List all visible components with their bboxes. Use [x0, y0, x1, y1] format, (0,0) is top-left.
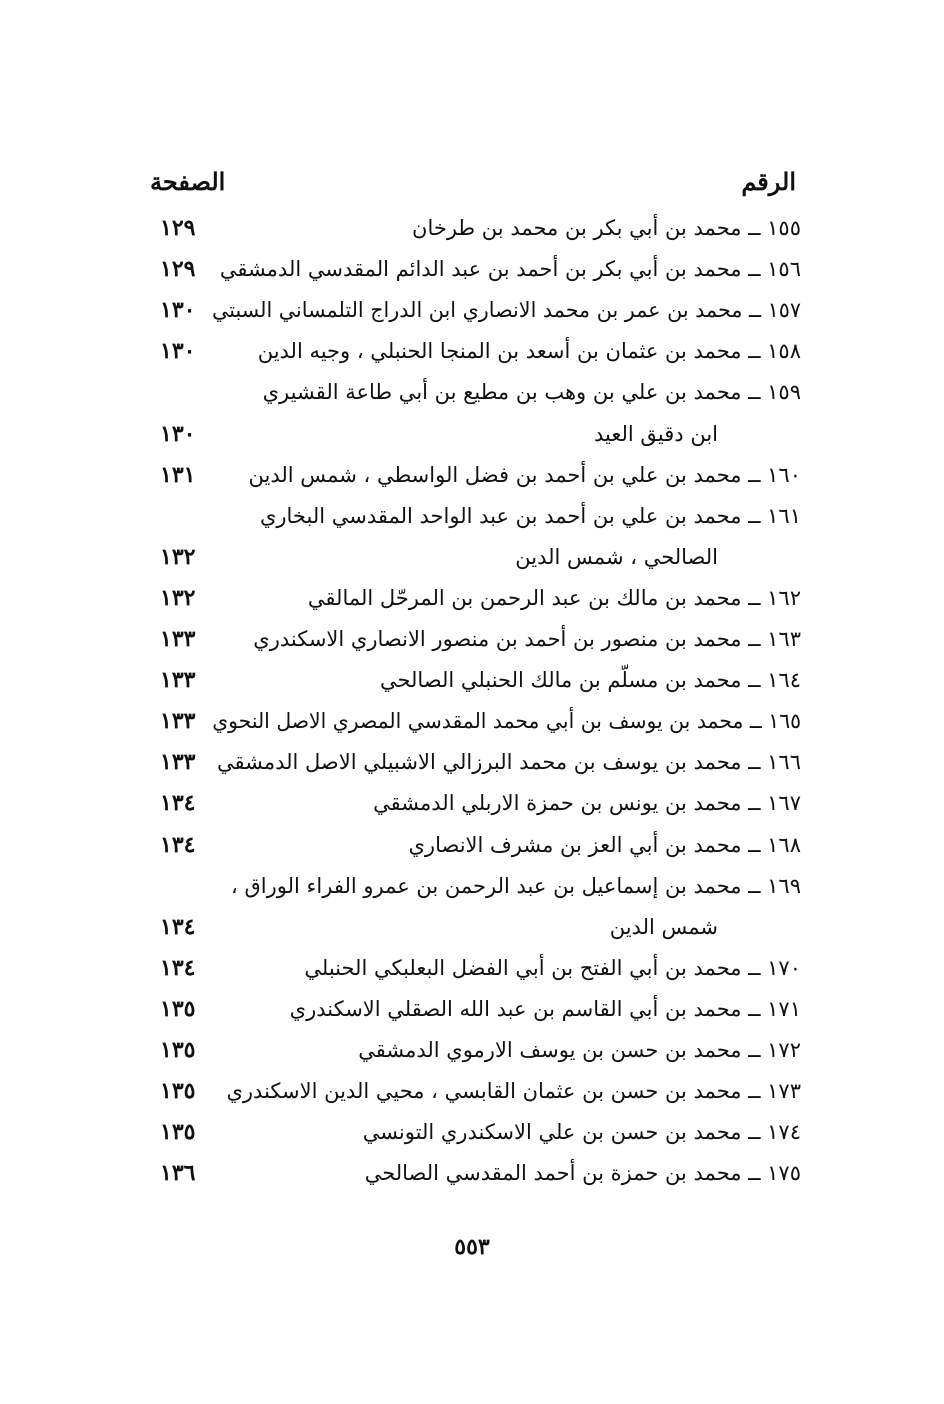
entry-page-number: ١٣٠ [160, 338, 196, 365]
entry-text: ١٥٦ ــ محمد بن أبي بكر بن أحمد بن عبد الدائم المقدسي الدمشقي [219, 257, 801, 282]
toc-entry [0, 1030, 944, 1070]
toc-entry [0, 825, 944, 865]
entry-page-number: ١٢٩ [160, 256, 196, 283]
entry-text: ١٧٣ ــ محمد بن حسن بن عثمان القابسي ، محيي الدين الاسكندري [226, 1079, 801, 1104]
toc-entry [0, 619, 944, 659]
entry-text: ١٥٩ ــ محمد بن علي بن وهب بن مطيع بن أبي طاعة القشيري [262, 380, 801, 405]
entry-text: ابن دقيق العيد [594, 421, 718, 446]
entry-text: شمس الدين [609, 914, 718, 939]
entry-text: ١٥٧ ــ محمد بن عمر بن محمد الانصاري ابن الدراج التلمساني السبتي [211, 298, 801, 323]
entry-page-number: ١٣٢ [160, 584, 196, 611]
entry-page-number: ١٣١ [160, 461, 196, 488]
page-number: ٥٥٣ [454, 1234, 490, 1260]
toc-entry-continuation [0, 414, 944, 454]
entry-page-number: ١٣٣ [160, 708, 196, 735]
entry-text: ١٥٥ ــ محمد بن أبي بكر بن محمد بن طرخان [412, 216, 801, 240]
entry-page-number: ١٣٤ [160, 954, 196, 981]
toc-entry-continuation [0, 537, 944, 577]
entry-page-number: ١٣٥ [160, 1119, 196, 1146]
entry-text: الصالحي ، شمس الدين [515, 544, 718, 569]
entry-page-number: ١٣٥ [160, 995, 196, 1022]
entry-page-number: ١٣٥ [160, 1078, 196, 1105]
entry-page-number: ١٣٦ [160, 1160, 196, 1187]
toc-entry [0, 989, 944, 1029]
toc-entry [0, 208, 944, 248]
toc-entry [0, 866, 944, 906]
toc-entry [0, 372, 944, 412]
entry-page-number: ١٣٠ [160, 297, 196, 324]
entry-text: ١٦٤ ــ محمد بن مسلّم بن مالك الحنبلي الصالحي [379, 668, 801, 693]
entry-text: ١٦٢ ــ محمد بن مالك بن عبد الرحمن بن المرحّل المالقي [307, 585, 801, 610]
column-header-number: الرقم [741, 167, 796, 196]
entry-page-number: ١٣٥ [160, 1037, 196, 1063]
toc-entry [0, 331, 944, 371]
entry-text: ١٦٠ ــ محمد بن علي بن أحمد بن فضل الواسطي ، شمس الدين [248, 462, 801, 487]
entry-text: ١٥٨ ــ محمد بن عثمان بن أسعد بن المنجا الحنبلي ، وجيه الدين [257, 339, 801, 364]
toc-entry [0, 742, 944, 782]
toc-entry [0, 1153, 944, 1193]
entry-text: ١٦٧ ــ محمد بن يونس بن حمزة الاربلي الدمشقي [373, 791, 801, 816]
toc-entry [0, 249, 944, 289]
entry-page-number: ١٣٣ [160, 667, 196, 694]
entry-text: ١٧٠ ــ محمد بن أبي الفتح بن أبي الفضل البعلبكي الحنبلي [304, 955, 801, 980]
entry-text: ١٦٨ ــ محمد بن أبي العز بن مشرف الانصاري [408, 832, 801, 857]
entry-page-number: ١٣٤ [160, 913, 196, 940]
entry-page-number: ١٣٣ [160, 749, 196, 776]
entry-text: ١٧٥ ــ محمد بن حمزة بن أحمد المقدسي الصالحي [364, 1161, 801, 1186]
toc-entry [0, 948, 944, 988]
toc-entry [0, 660, 944, 700]
column-header-page: الصفحة [150, 167, 226, 196]
toc-entry [0, 455, 944, 495]
entry-text: ١٧٢ ــ محمد بن حسن بن يوسف الارموي الدمشقي [358, 1038, 801, 1062]
toc-entry [0, 783, 944, 823]
entry-page-number: ١٢٩ [160, 215, 196, 241]
entry-page-number: ١٣٤ [160, 790, 196, 817]
entry-text: ١٧١ ــ محمد بن أبي القاسم بن عبد الله الصقلي الاسكندري [289, 996, 801, 1021]
toc-entry-continuation [0, 907, 944, 947]
toc-entry [0, 290, 944, 330]
entry-text: ١٦١ ــ محمد بن علي بن أحمد بن عبد الواحد المقدسي البخاري [259, 503, 801, 528]
entry-text: ١٦٩ ــ محمد بن إسماعيل بن عبد الرحمن بن عمرو الفراء الوراق ، [231, 873, 801, 898]
toc-entry [0, 496, 944, 536]
toc-entry [0, 578, 944, 618]
entry-page-number: ١٣٠ [160, 420, 196, 447]
toc-entry [0, 1071, 944, 1111]
entry-page-number: ١٣٣ [160, 626, 196, 652]
entry-page-number: ١٣٢ [160, 543, 196, 570]
entry-text: ١٦٣ ــ محمد بن منصور بن أحمد بن منصور الانصاري الاسكندري [253, 627, 801, 651]
toc-entry [0, 1112, 944, 1152]
toc-entry [0, 701, 944, 741]
entry-text: ١٦٦ ــ محمد بن يوسف بن محمد البرزالي الاشبيلي الاصل الدمشقي [216, 750, 801, 775]
entry-page-number: ١٣٤ [160, 831, 196, 858]
entry-text: ١٧٤ ــ محمد بن حسن بن علي الاسكندري التونسي [362, 1120, 801, 1145]
entry-text: ١٦٥ ــ محمد بن يوسف بن أبي محمد المقدسي المصري الاصل النحوي [212, 709, 801, 734]
